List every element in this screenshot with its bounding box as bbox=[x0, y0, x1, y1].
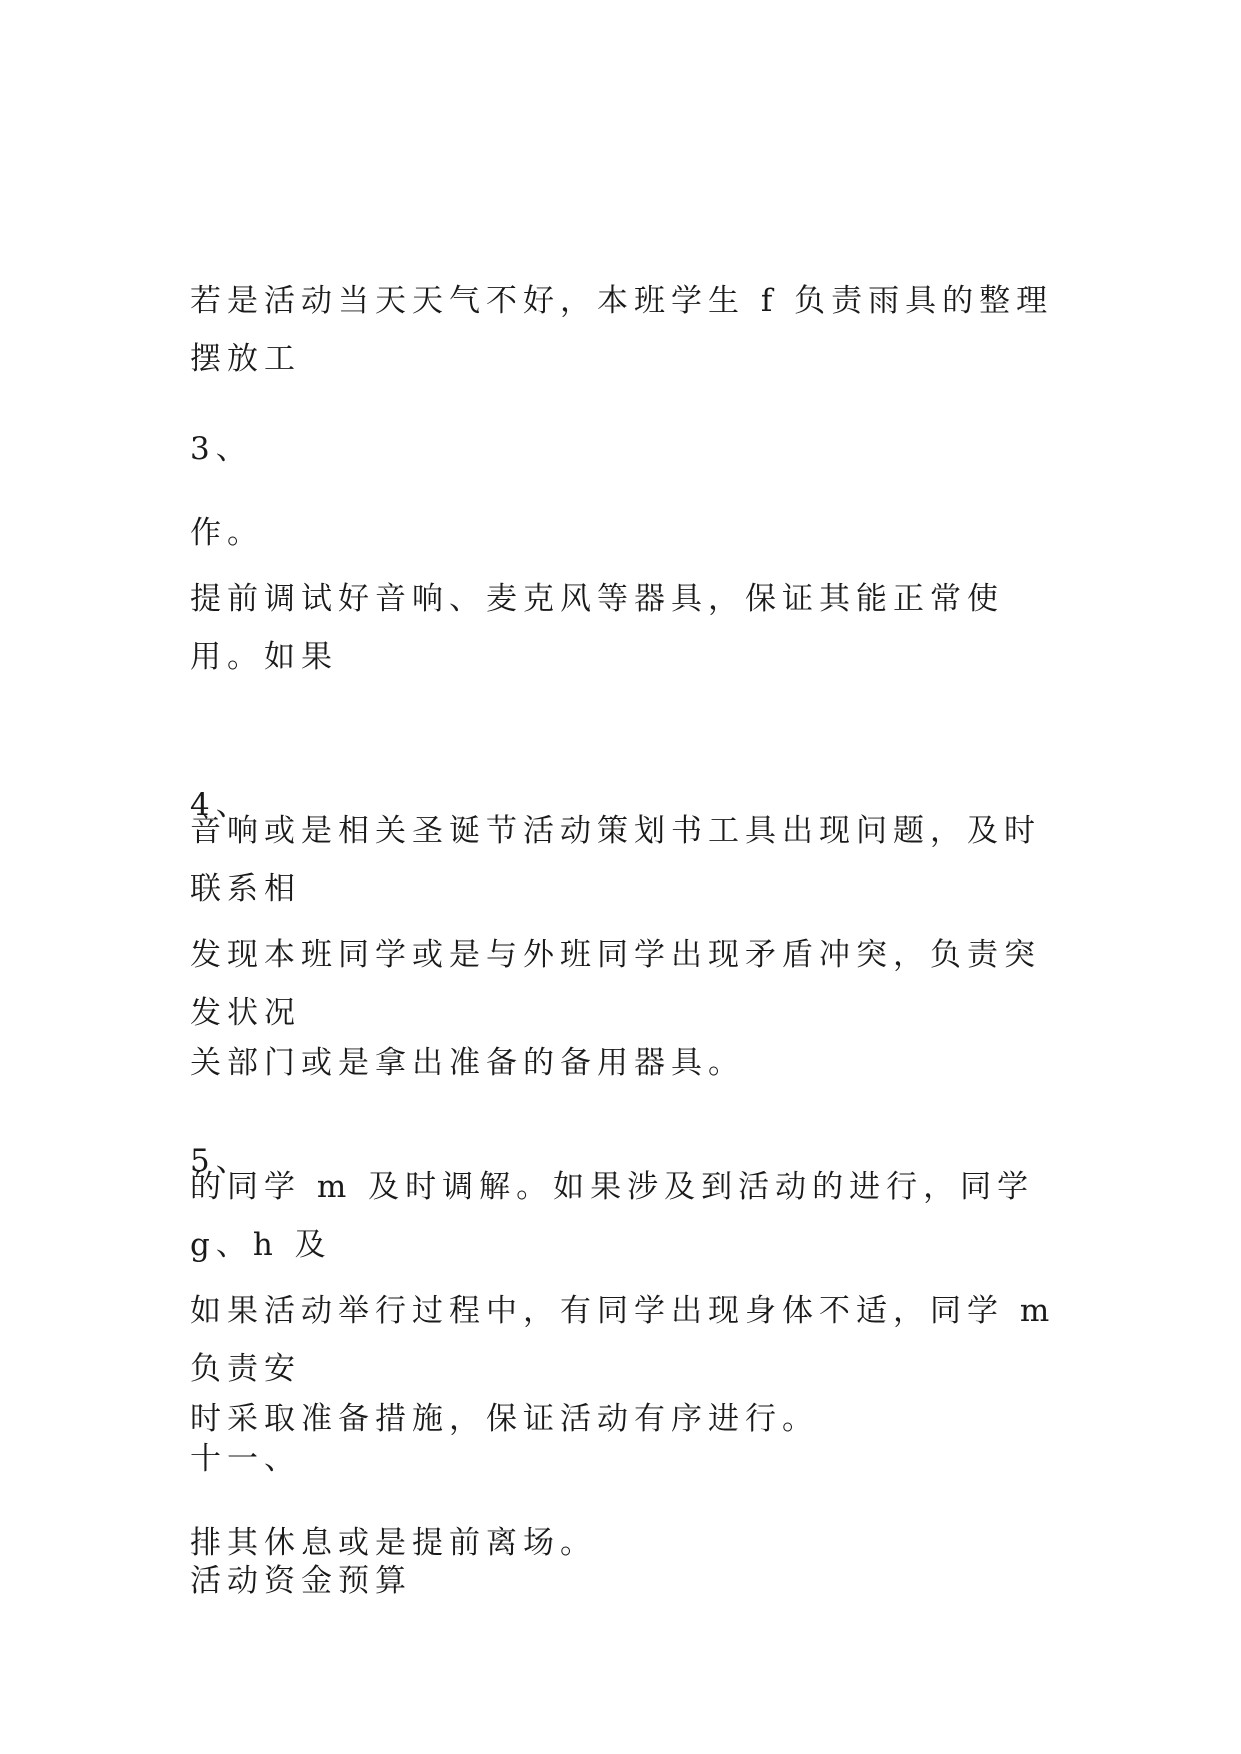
heading-activity-budget bbox=[190, 1436, 1070, 1726]
text-line: 音响或是相关圣诞节活动策划书工具出现问题，及时联系相 bbox=[190, 813, 1041, 907]
text-line: 发现本班同学或是与外班同学出现矛盾冲突，负责突发状况 bbox=[190, 937, 1041, 1031]
text-line: 如果活动举行过程中，有同学出现身体不适，同学 m 负责安 bbox=[190, 1293, 1072, 1387]
text-line: 5、 bbox=[190, 1143, 253, 1179]
text-line: 4、 bbox=[190, 787, 253, 823]
text-line: 提前调试好音响、麦克风等器具，保证其能正常使用。如果 bbox=[190, 581, 1004, 675]
text-line: 若是活动当天天气不好，本班学生 f 负责雨具的整理摆放工 bbox=[190, 283, 1054, 377]
text-line: 活动资金预算 bbox=[190, 1563, 412, 1599]
text-line: 作。 bbox=[190, 515, 264, 551]
text-line: 3、 bbox=[190, 431, 253, 467]
text-line: 排其休息或是提前离场。 bbox=[190, 1525, 597, 1561]
text-line: 的同学 m 及时调解。如果涉及到活动的进行，同学 g、h 及 bbox=[190, 1169, 1050, 1263]
text-line: 时采取准备措施，保证活动有序进行。 bbox=[190, 1401, 819, 1437]
text-line: 关部门或是拿出准备的备用器具。 bbox=[190, 1045, 745, 1081]
text-line: 十一、 bbox=[190, 1441, 301, 1477]
